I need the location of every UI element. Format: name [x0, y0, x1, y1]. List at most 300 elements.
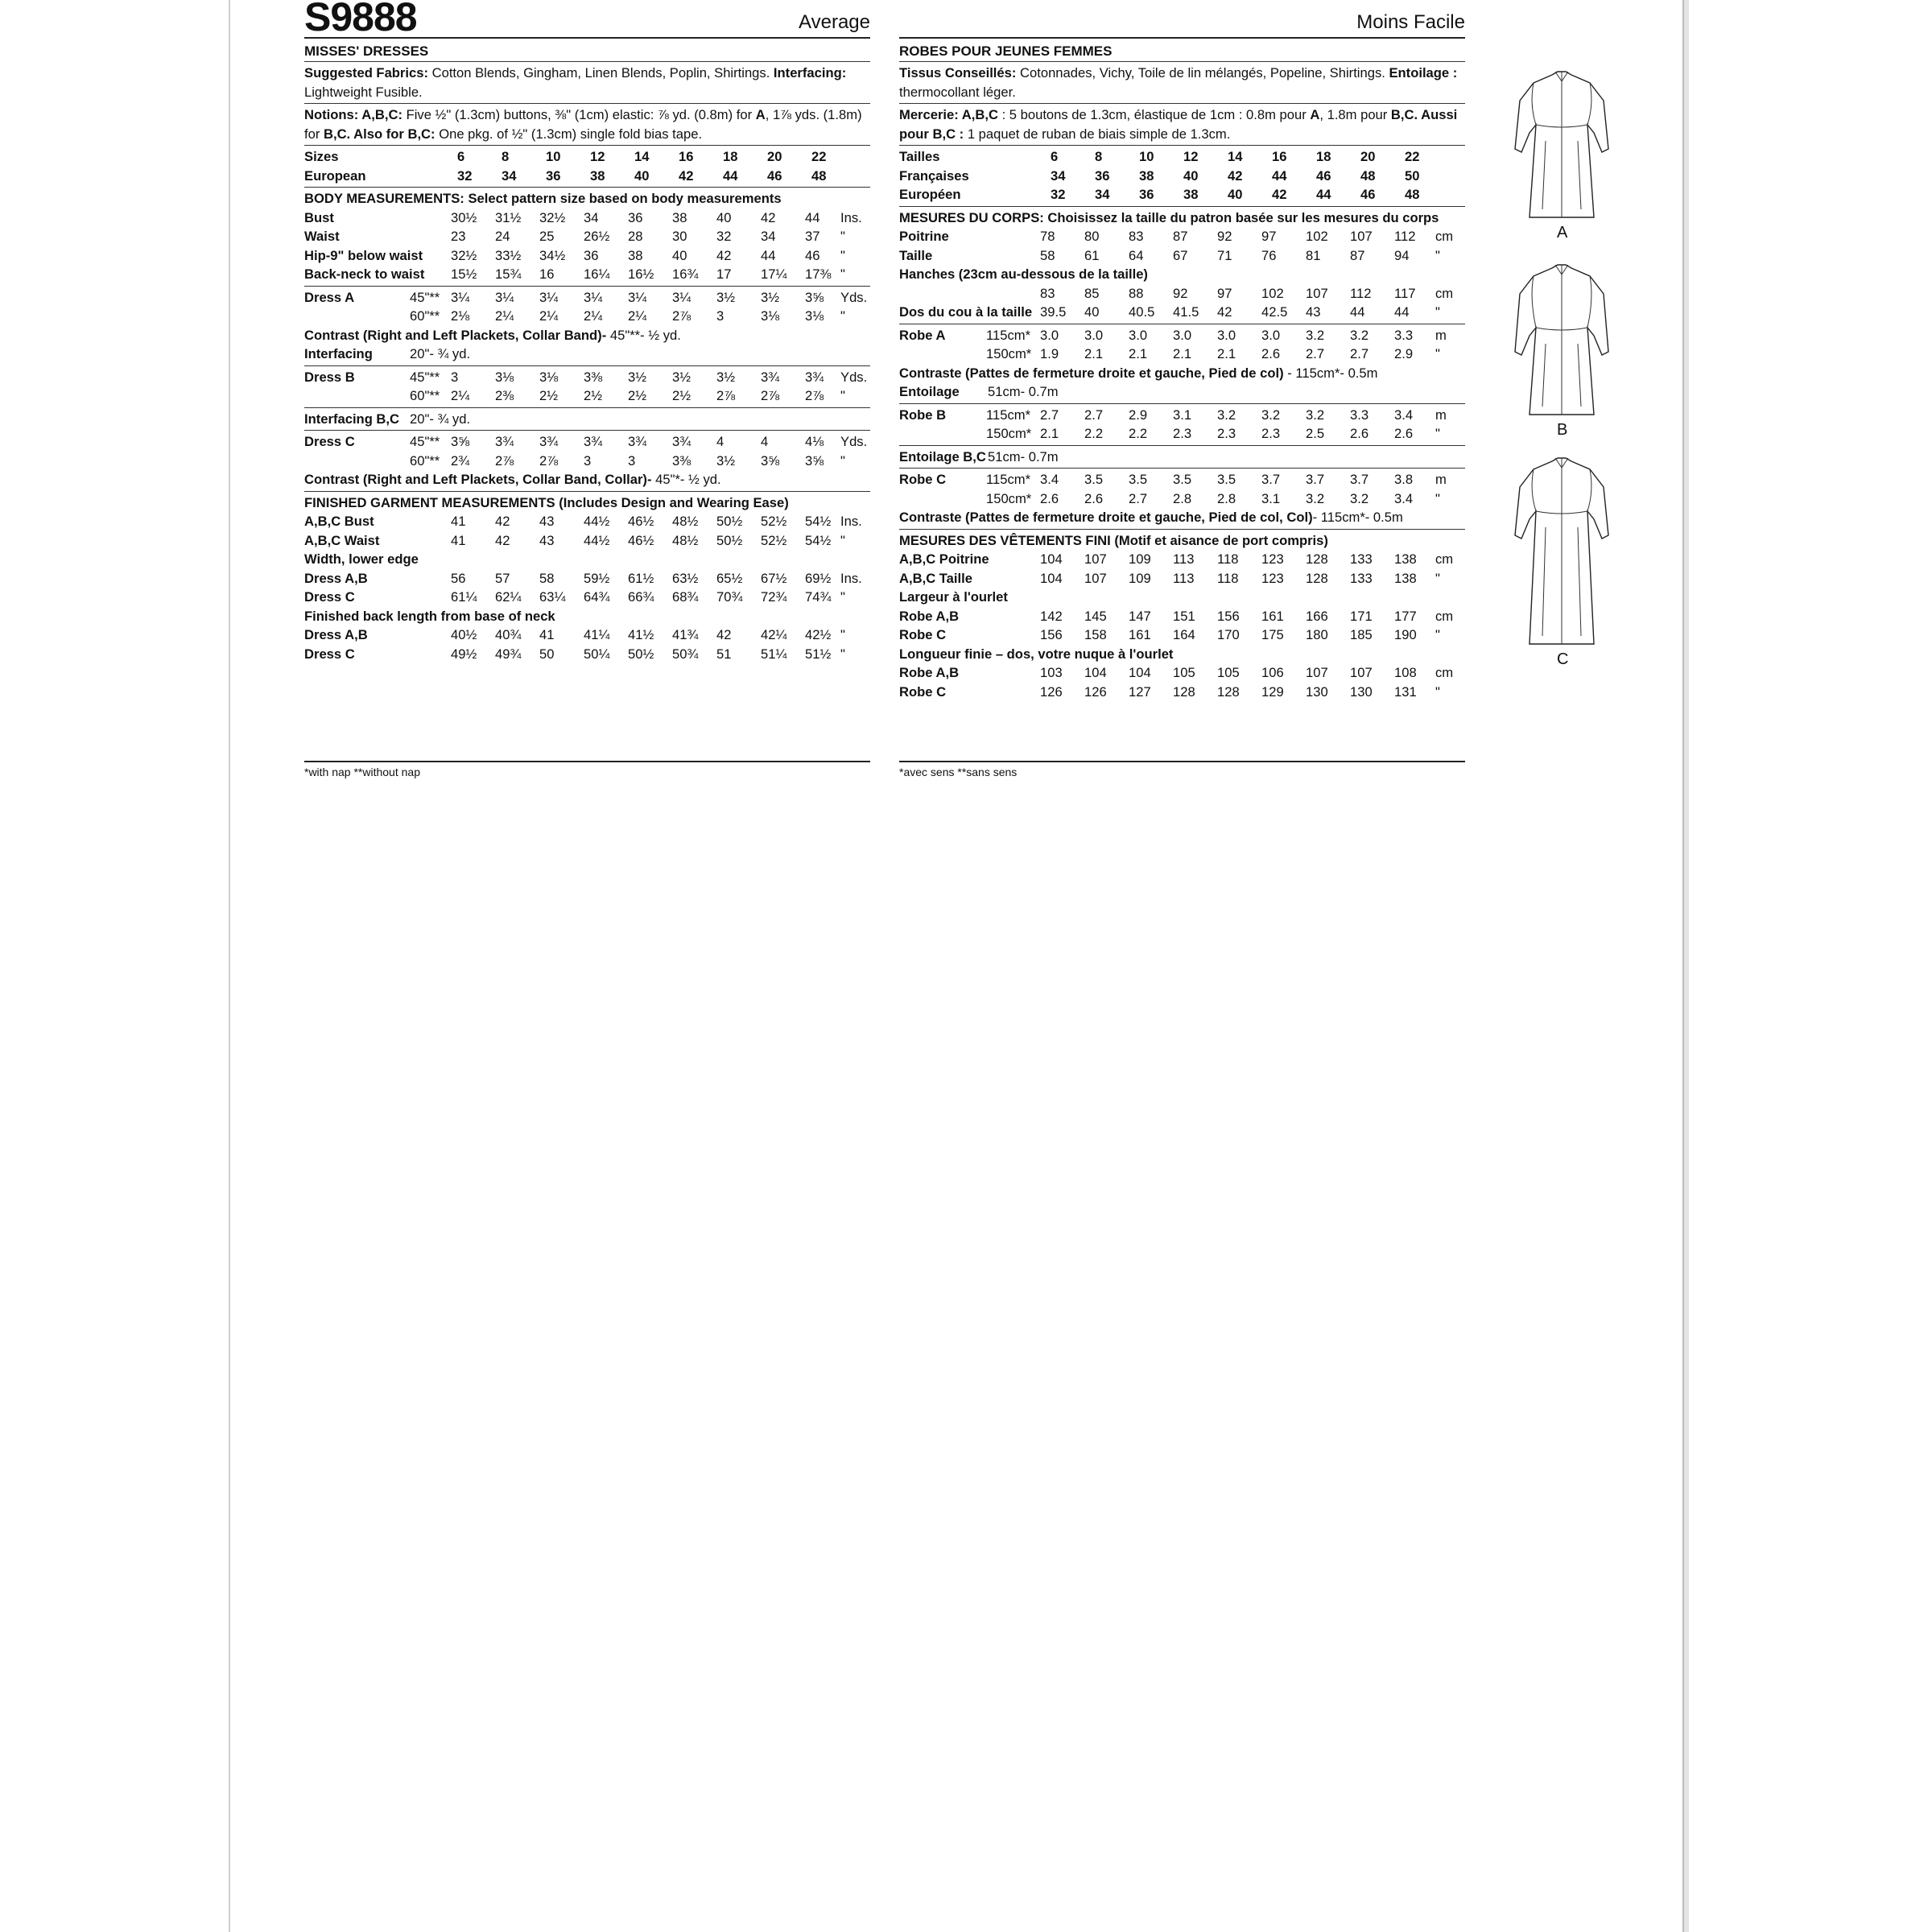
- cell-value: 63½: [672, 570, 699, 586]
- finished-measurements-fr: [899, 530, 1465, 704]
- notions-text: One pkg. of ½" (1.3cm) single fold bias tape.: [435, 126, 703, 142]
- row-width: 45"**: [410, 434, 440, 449]
- cell-value: 97: [1217, 285, 1232, 301]
- row-label: Tailles: [899, 149, 940, 164]
- footnote: *with nap **without nap: [304, 761, 870, 778]
- unit: Ins.: [840, 570, 862, 586]
- row-width: 150cm*: [986, 426, 1032, 441]
- cell-value: 2.1: [1217, 346, 1236, 361]
- table-row: [304, 452, 870, 471]
- cell-value: 105: [1173, 665, 1195, 680]
- cell-value: 87: [1350, 247, 1365, 263]
- cell-value: 85: [1084, 285, 1100, 301]
- cell-value: 3.4: [1394, 490, 1414, 506]
- contrast-c: [304, 470, 870, 489]
- row-label: Robe B: [899, 407, 947, 423]
- cell-value: 4: [761, 434, 769, 449]
- cell-value: 3.5: [1173, 472, 1192, 487]
- body-title-rest: Select pattern size based on body measurements: [464, 191, 782, 206]
- table-row: [899, 227, 1465, 246]
- cell-value: 42: [495, 532, 510, 548]
- cell-value: 22: [1405, 149, 1420, 164]
- unit: ": [840, 646, 845, 662]
- cell-value: 3¼: [495, 289, 514, 305]
- row-label: Finished back length from base of neck: [304, 608, 555, 624]
- cell-value: 16¼: [584, 266, 610, 282]
- cell-value: 72¾: [761, 589, 787, 605]
- cell-value: 17: [716, 266, 732, 282]
- cell-value: 2.7: [1040, 407, 1059, 423]
- cell-value: 48½: [672, 514, 699, 529]
- contrast-c-value: 45"*- ½ yd.: [651, 472, 721, 487]
- yardage-a-fr: [899, 324, 1465, 404]
- table-row: [899, 588, 1465, 607]
- row-label: Dress A: [304, 289, 355, 305]
- cell-value: 20: [1360, 149, 1376, 164]
- cell-value: 44: [723, 167, 738, 184]
- row-label: Width, lower edge: [304, 551, 419, 567]
- cell-value: 3.3: [1394, 327, 1414, 343]
- cell-value: 2½: [584, 388, 603, 403]
- notions-text: : 5 boutons de 1.3cm, élastique de 1cm : 0.8m pour: [997, 107, 1311, 122]
- difficulty-level-fr: Moins Facile: [1356, 11, 1465, 33]
- cell-value: 94: [1394, 247, 1410, 263]
- fabrics-label: Tissus Conseillés:: [899, 65, 1017, 80]
- body-title-label: MESURES DU CORPS:: [899, 209, 1044, 225]
- unit: ": [1435, 570, 1440, 586]
- sizes-table-fr: [899, 146, 1465, 207]
- row-label: Robe C: [899, 627, 947, 642]
- table-row: [304, 588, 870, 607]
- cell-value: 44½: [584, 532, 610, 548]
- cell-value: 62¼: [495, 589, 522, 605]
- table-row: [304, 512, 870, 531]
- table-row: [304, 368, 870, 387]
- cell-value: 4: [716, 434, 724, 449]
- table-row: [899, 246, 1465, 266]
- cell-value: 142: [1040, 608, 1063, 624]
- cell-value: 44: [1350, 304, 1365, 320]
- english-column: [304, 0, 870, 778]
- robe-a-rows: [899, 326, 1465, 364]
- cell-value: 56: [451, 570, 466, 586]
- row-label: Dos du cou à la taille: [899, 304, 1033, 320]
- unit: Ins.: [840, 514, 862, 529]
- fabrics-label: Suggested Fabrics:: [304, 65, 428, 80]
- cell-value: 3.5: [1084, 472, 1104, 487]
- cell-value: 109: [1129, 551, 1151, 567]
- table-row: [899, 489, 1465, 509]
- cell-value: 41: [539, 627, 555, 642]
- cell-value: 3¾: [672, 434, 691, 449]
- table-row: [899, 550, 1465, 569]
- cell-value: 8: [502, 149, 510, 164]
- contrast-a-label: Contrast (Right and Left Plackets, Collar Band)-: [304, 327, 607, 343]
- interfacing-bc-value: 20"- ¾ yd.: [410, 411, 471, 427]
- unit: ": [1435, 426, 1440, 441]
- unit: cm: [1435, 229, 1454, 244]
- row-label: Sizes: [304, 149, 339, 164]
- cell-value: 39.5: [1040, 304, 1067, 320]
- cell-value: 36: [1095, 167, 1110, 184]
- cell-value: 32: [1051, 187, 1066, 202]
- row-label: Hanches (23cm au-dessous de la taille): [899, 266, 1148, 282]
- dress-a-rows: [304, 288, 870, 326]
- cell-value: 3½: [761, 289, 780, 305]
- cell-value: 156: [1217, 608, 1240, 624]
- dress-drawing: [1513, 68, 1610, 221]
- cell-value: 2.2: [1084, 426, 1104, 441]
- cell-value: 117: [1394, 285, 1416, 301]
- cell-value: 104: [1040, 570, 1063, 586]
- cell-value: 102: [1261, 285, 1284, 301]
- unit: ": [1435, 627, 1440, 642]
- cell-value: 43: [1306, 304, 1321, 320]
- unit: ": [1435, 490, 1440, 506]
- cell-value: 97: [1261, 229, 1277, 244]
- table-row: [899, 284, 1465, 303]
- cell-value: 3.2: [1217, 407, 1236, 423]
- cell-value: 3.0: [1084, 327, 1104, 343]
- interfacing-label: Entoilage :: [1385, 65, 1458, 80]
- cell-value: 23: [451, 229, 466, 244]
- body-rows: [304, 208, 870, 284]
- cell-value: 3⅝: [761, 452, 780, 469]
- cell-value: 3¾: [495, 434, 514, 449]
- cell-value: 40: [716, 209, 732, 225]
- cell-value: 65½: [716, 570, 743, 586]
- cell-value: 3.5: [1217, 472, 1236, 487]
- row-label: Bust: [304, 209, 334, 225]
- finished-rows: [304, 512, 870, 663]
- row-label: Robe A,B: [899, 608, 960, 624]
- cell-value: 130: [1306, 683, 1328, 700]
- row-label: Dress B: [304, 369, 355, 385]
- cell-value: 2.1: [1129, 346, 1148, 361]
- row-width: 45"**: [410, 289, 440, 305]
- cell-value: 38: [628, 247, 643, 263]
- row-label: Taille: [899, 247, 933, 263]
- cell-value: 14: [1228, 149, 1243, 164]
- cell-value: 50: [539, 646, 555, 662]
- view-label: B: [1557, 421, 1568, 439]
- cell-value: 107: [1350, 665, 1373, 680]
- table-row: [899, 265, 1465, 284]
- cell-value: 16: [679, 149, 694, 164]
- unit: ": [840, 308, 845, 324]
- unit: ": [1435, 346, 1440, 361]
- cell-value: 92: [1173, 285, 1188, 301]
- unit: ": [840, 229, 845, 244]
- unit: ": [840, 452, 845, 469]
- cell-value: 2.2: [1129, 426, 1148, 441]
- cell-value: 104: [1129, 665, 1151, 680]
- row-label: Dress A,B: [304, 570, 368, 586]
- cell-value: 3.3: [1350, 407, 1369, 423]
- cell-value: 49½: [451, 646, 477, 662]
- body-title-rest: Choisissez la taille du patron basée sur les mesures du corps: [1043, 209, 1439, 225]
- cell-value: 112: [1394, 229, 1416, 244]
- cell-value: 3⅛: [539, 369, 559, 385]
- cell-value: 2½: [628, 388, 647, 403]
- cell-value: 3¼: [539, 289, 559, 305]
- cell-value: 41½: [628, 627, 654, 642]
- cell-value: 3.4: [1040, 472, 1059, 487]
- cell-value: 3.0: [1217, 327, 1236, 343]
- interfacing-row-value: 20"- ¾ yd.: [410, 346, 471, 361]
- cell-value: 3¾: [761, 369, 780, 385]
- notions-label: Mercerie: A,B,C: [899, 107, 998, 122]
- cell-value: 2.7: [1306, 346, 1325, 361]
- cell-value: 112: [1350, 285, 1372, 301]
- row-width: 115cm*: [986, 327, 1031, 343]
- cell-value: 37: [805, 229, 820, 244]
- cell-value: 4⅛: [805, 434, 824, 449]
- table-row: [304, 167, 870, 186]
- cell-value: 34: [502, 167, 517, 184]
- cell-value: 3⅝: [805, 452, 824, 469]
- cell-value: 2⅞: [716, 388, 736, 403]
- pattern-code: S9888: [304, 0, 417, 39]
- cell-value: 3.5: [1129, 472, 1148, 487]
- cell-value: 78: [1040, 229, 1055, 244]
- cell-value: 18: [1316, 149, 1331, 164]
- cell-value: 3.8: [1394, 472, 1414, 487]
- cell-value: 92: [1217, 229, 1232, 244]
- cell-value: 2.3: [1173, 426, 1192, 441]
- cell-value: 50½: [716, 514, 743, 529]
- cell-value: 128: [1217, 683, 1240, 700]
- cell-value: 51: [716, 646, 732, 662]
- cell-value: 147: [1129, 608, 1151, 624]
- cell-value: 3.7: [1306, 472, 1325, 487]
- cell-value: 3¾: [628, 434, 647, 449]
- row-label: Dress C: [304, 434, 355, 449]
- cell-value: 50: [1405, 167, 1420, 184]
- finished-title-fr: [899, 531, 1465, 551]
- notions-text: Five ½" (1.3cm) buttons, ⅜" (1cm) elastic: ⅞ yd. (0.8m) for: [402, 107, 756, 122]
- cell-value: 44: [1316, 187, 1331, 202]
- cell-value: 67: [1173, 247, 1188, 263]
- cell-value: 83: [1040, 285, 1055, 301]
- cell-value: 30½: [451, 209, 477, 225]
- section-title: MISSES' DRESSES: [304, 39, 870, 62]
- cell-value: 138: [1394, 551, 1417, 567]
- row-width: 115cm*: [986, 407, 1031, 423]
- unit: ": [840, 247, 845, 263]
- cell-value: 138: [1394, 570, 1417, 586]
- cell-value: 26½: [584, 229, 610, 244]
- unit: ": [840, 532, 845, 548]
- unit: ": [1435, 304, 1440, 320]
- notions-view: A: [755, 107, 766, 122]
- table-row: [899, 345, 1465, 364]
- cell-value: 40: [1183, 167, 1199, 184]
- table-row: [899, 303, 1465, 322]
- table-row: [304, 550, 870, 569]
- cell-value: 2¾: [451, 452, 470, 469]
- fabrics-text: Cotonnades, Vichy, Toile de lin mélangés, Popeline, Shirtings.: [1016, 65, 1385, 80]
- unit: m: [1435, 472, 1447, 487]
- cell-value: 12: [590, 149, 605, 164]
- cell-value: 44: [1272, 167, 1287, 184]
- cell-value: 118: [1217, 570, 1239, 586]
- body-title-fr: [899, 208, 1465, 228]
- row-label: Back-neck to waist: [304, 266, 425, 282]
- notions-text: , 1.8m pour: [1319, 107, 1391, 122]
- cell-value: 2⅞: [672, 308, 691, 324]
- cell-value: 57: [495, 570, 510, 586]
- cell-value: 61: [1084, 247, 1100, 263]
- cell-value: 2.9: [1129, 407, 1148, 423]
- cell-value: 2.6: [1040, 490, 1059, 506]
- cell-value: 185: [1350, 627, 1373, 642]
- cell-value: 70¾: [716, 589, 743, 605]
- cell-value: 2.7: [1350, 346, 1369, 361]
- interfacing-bc-row-fr: [899, 446, 1465, 469]
- interfacing-row: [304, 345, 870, 364]
- body-measurements-fr: [899, 207, 1465, 324]
- cell-value: 24: [495, 229, 510, 244]
- cell-value: 2.9: [1394, 346, 1414, 361]
- cell-value: 3.2: [1306, 407, 1325, 423]
- cell-value: 106: [1261, 665, 1284, 680]
- cell-value: 34: [1051, 167, 1066, 184]
- dress-view-a: [1513, 68, 1610, 242]
- row-label: Largeur à l'ourlet: [899, 589, 1008, 605]
- table-row: [899, 645, 1465, 664]
- cell-value: 180: [1306, 627, 1328, 642]
- interfacing-bc-label: Entoilage B,C: [899, 448, 986, 464]
- cell-value: 126: [1084, 683, 1107, 700]
- cell-value: 102: [1306, 229, 1328, 244]
- cell-value: 59½: [584, 570, 610, 586]
- cell-value: 128: [1173, 683, 1195, 700]
- cell-value: 113: [1173, 551, 1195, 567]
- cell-value: 38: [590, 167, 605, 184]
- section-title-fr: ROBES POUR JEUNES FEMMES: [899, 39, 1465, 62]
- cell-value: 81: [1306, 247, 1321, 263]
- unit: Yds.: [840, 434, 868, 449]
- cell-value: 2.5: [1306, 426, 1325, 441]
- unit: ": [840, 627, 845, 642]
- fabrics-text: Cotton Blends, Gingham, Linen Blends, Poplin, Shirtings.: [428, 65, 770, 80]
- contrast-c-label: Contraste (Pattes de fermeture droite et gauche, Pied de col, Col): [899, 510, 1313, 525]
- cell-value: 161: [1129, 627, 1151, 642]
- table-row: [899, 683, 1465, 702]
- cell-value: 36: [546, 167, 561, 184]
- cell-value: 6: [457, 149, 465, 164]
- cell-value: 3.1: [1261, 490, 1281, 506]
- cell-value: 3.4: [1394, 407, 1414, 423]
- cell-value: 107: [1350, 229, 1373, 244]
- row-label: Hip-9" below waist: [304, 247, 423, 263]
- sizes-table: [304, 146, 870, 188]
- cell-value: 40: [1228, 187, 1243, 202]
- table-row: [899, 470, 1465, 489]
- cell-value: 105: [1217, 665, 1240, 680]
- table-row: [304, 147, 870, 167]
- cell-value: 2½: [539, 388, 559, 403]
- cell-value: 42¼: [761, 627, 787, 642]
- cell-value: 170: [1217, 627, 1240, 642]
- cell-value: 123: [1261, 570, 1284, 586]
- cell-value: 3⅜: [584, 369, 603, 385]
- cell-value: 3⅛: [495, 369, 514, 385]
- cell-value: 16: [539, 266, 555, 282]
- cell-value: 3.0: [1129, 327, 1148, 343]
- row-width: 115cm*: [986, 472, 1031, 487]
- cell-value: 42: [1272, 187, 1287, 202]
- cell-value: 46½: [628, 532, 654, 548]
- table-row: [899, 663, 1465, 683]
- notions-view: B,C. Also for B,C:: [323, 126, 436, 142]
- row-label: Waist: [304, 229, 340, 244]
- view-label: C: [1557, 650, 1569, 668]
- cell-value: 130: [1350, 683, 1373, 700]
- cell-value: 54½: [805, 514, 832, 529]
- cell-value: 6: [1051, 149, 1059, 164]
- cell-value: 40.5: [1129, 304, 1155, 320]
- cell-value: 1.9: [1040, 346, 1059, 361]
- cell-value: 36: [628, 209, 643, 225]
- cell-value: 107: [1084, 570, 1107, 586]
- robe-b-rows: [899, 404, 1465, 446]
- finished-title-text: FINISHED GARMENT MEASUREMENTS (Includes Design and Wearing Ease): [304, 494, 789, 510]
- row-width: 60"**: [410, 308, 440, 324]
- cell-value: 2¼: [584, 308, 603, 324]
- cell-value: 14: [634, 149, 650, 164]
- contrast-c-label: Contrast (Right and Left Plackets, Collar Band, Collar)-: [304, 472, 652, 487]
- yardage-c-fr: [899, 469, 1465, 530]
- notions-text: 1 paquet de ruban de biais simple de 1.3cm.: [964, 126, 1231, 142]
- notions-section-fr: [899, 104, 1465, 146]
- cell-value: 41¼: [584, 627, 610, 642]
- cell-value: 17¼: [761, 266, 787, 282]
- cell-value: 42½: [805, 627, 832, 642]
- cell-value: 42: [716, 247, 732, 263]
- cell-value: 46: [1316, 167, 1331, 184]
- cell-value: 2⅞: [539, 452, 559, 469]
- unit: ": [840, 266, 845, 282]
- cell-value: 52½: [761, 514, 787, 529]
- cell-value: 2¼: [495, 308, 514, 324]
- row-label: Dress C: [304, 646, 355, 662]
- cell-value: 44: [805, 209, 820, 225]
- unit: Yds.: [840, 289, 868, 305]
- cell-value: 42: [679, 167, 694, 184]
- cell-value: 30: [672, 229, 687, 244]
- cell-value: 87: [1173, 229, 1188, 244]
- cell-value: 2.6: [1084, 490, 1104, 506]
- row-label: A,B,C Poitrine: [899, 551, 989, 567]
- cell-value: 15¾: [495, 266, 522, 282]
- cell-value: 2¼: [451, 388, 470, 403]
- body-measurements: [304, 188, 870, 287]
- cell-value: 131: [1394, 683, 1417, 700]
- finished-title-text: MESURES DES VÊTEMENTS FINI (Motif et aisance de port compris): [899, 532, 1328, 548]
- cell-value: 68¾: [672, 589, 699, 605]
- cell-value: 48: [1405, 187, 1420, 202]
- cell-value: 50¼: [584, 646, 610, 662]
- table-row: [304, 625, 870, 645]
- cell-value: 66¾: [628, 589, 654, 605]
- cell-value: 123: [1261, 551, 1284, 567]
- row-width: 60"**: [410, 452, 440, 469]
- table-row: [304, 227, 870, 246]
- cell-value: 156: [1040, 627, 1063, 642]
- cell-value: 40¾: [495, 627, 522, 642]
